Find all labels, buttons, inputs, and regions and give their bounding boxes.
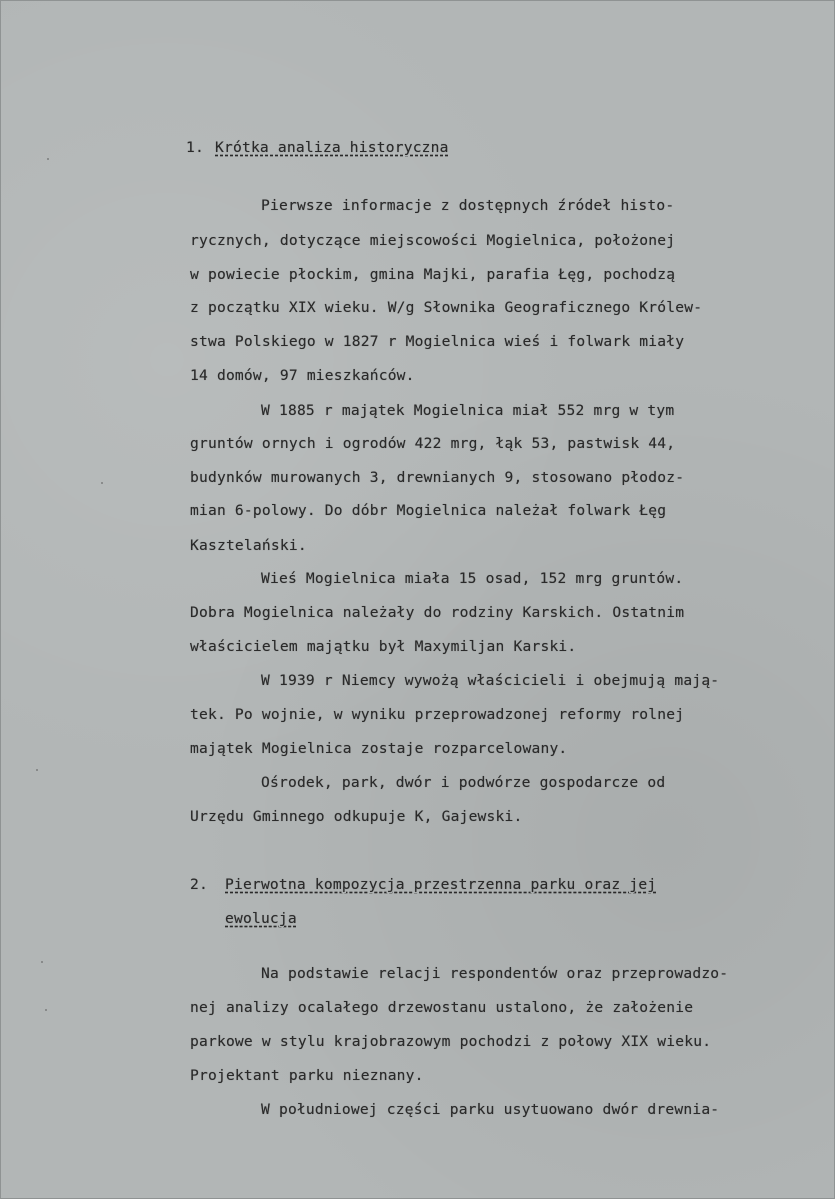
section-1-line: rycznych, dotyczące miejscowości Mogielnica, położonej [190, 232, 676, 249]
section-1-line: W 1885 r majątek Mogielnica miał 552 mrg w tym [261, 402, 675, 419]
section-2-heading-continued: ewolucja [225, 910, 297, 927]
section-1-line: w powiecie płockim, gmina Majki, parafia Łęg, pochodzą [190, 266, 676, 283]
section-1-line: Urzędu Gminnego odkupuje K, Gajewski. [190, 808, 523, 825]
paper-speck [41, 961, 43, 963]
section-1-line: tek. Po wojnie, w wyniku przeprowadzonej reformy rolnej [190, 706, 685, 723]
section-2-line: parkowe w stylu krajobrazowym pochodzi z połowy XIX wieku. [190, 1033, 712, 1050]
paper-speck [47, 158, 49, 160]
section-2-line: nej analizy ocalałego drzewostanu ustalono, że założenie [190, 999, 694, 1016]
section-1-line: majątek Mogielnica zostaje rozparcelowany. [190, 740, 568, 757]
section-2-number: 2. [190, 876, 208, 893]
section-1-line: Wieś Mogielnica miała 15 osad, 152 mrg gruntów. [261, 570, 684, 587]
section-2-line: W południowej części parku usytuowano dwór drewnia- [261, 1101, 720, 1118]
section-1-line: z początku XIX wieku. W/g Słownika Geograficznego Królew- [190, 299, 703, 316]
section-2-heading: Pierwotna kompozycja przestrzenna parku oraz jej [225, 876, 657, 893]
section-1-line: 14 domów, 97 mieszkańców. [190, 367, 415, 384]
paper-speck [36, 769, 38, 771]
section-2-line: Projektant parku nieznany. [190, 1067, 424, 1084]
section-1-line: Kasztelański. [190, 537, 307, 554]
section-1-heading: Krótka analiza historyczna [215, 139, 449, 156]
section-1-line: budynków murowanych 3, drewnianych 9, stosowano płodoz- [190, 469, 685, 486]
paper-speck [45, 1009, 47, 1011]
paper-speck [101, 482, 103, 484]
section-1-number: 1. [186, 139, 204, 156]
section-1-line: W 1939 r Niemcy wywożą właścicieli i obejmują mają- [261, 672, 720, 689]
section-1-line: Pierwsze informacje z dostępnych źródeł histo- [261, 197, 675, 214]
section-1-line: mian 6-polowy. Do dóbr Mogielnica należał folwark Łęg [190, 502, 667, 519]
section-1-line: Dobra Mogielnica należały do rodziny Karskich. Ostatnim [190, 604, 685, 621]
section-1-line: właścicielem majątku był Maxymiljan Karski. [190, 638, 577, 655]
section-1-line: Ośrodek, park, dwór i podwórze gospodarcze od [261, 774, 666, 791]
section-1-line: gruntów ornych i ogrodów 422 mrg, łąk 53, pastwisk 44, [190, 435, 676, 452]
section-2-line: Na podstawie relacji respondentów oraz przeprowadzo- [261, 965, 729, 982]
section-1-line: stwa Polskiego w 1827 r Mogielnica wieś i folwark miały [190, 333, 685, 350]
